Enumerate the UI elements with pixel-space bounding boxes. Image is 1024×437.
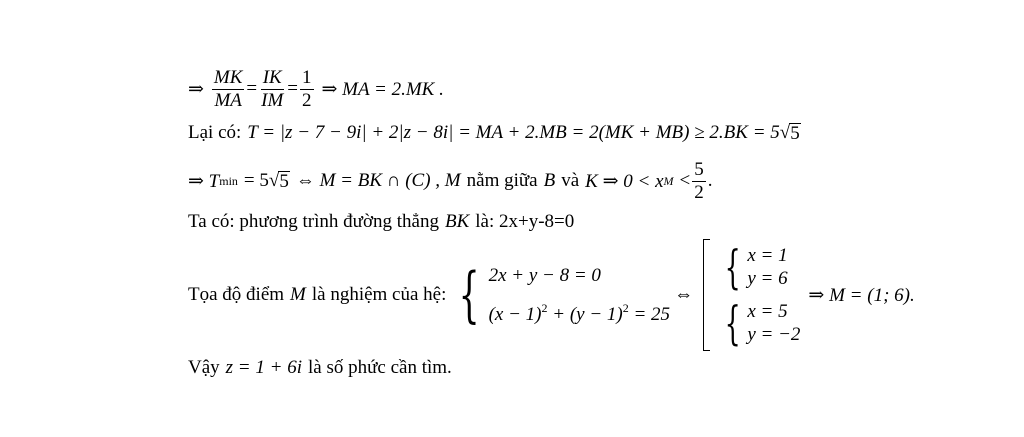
- math-expression: = 5: [243, 170, 269, 192]
- math-variable: B: [543, 170, 556, 192]
- math-expression: ⇔ M = BK ∩ (C) , M: [295, 170, 461, 192]
- math-variable: M: [290, 284, 306, 305]
- text-segment: nằm giữa: [466, 170, 538, 192]
- left-brace-icon: {: [458, 259, 480, 330]
- system-of-equations: [450, 259, 671, 330]
- fraction-numerator: 1: [302, 67, 312, 88]
- fraction-numerator: IK: [262, 67, 282, 88]
- fraction-denominator: 2: [302, 89, 312, 111]
- fraction-numerator: 5: [694, 159, 704, 180]
- period: .: [707, 170, 713, 192]
- math-expression: ⇒ T: [188, 170, 220, 192]
- less-than-symbol: <: [679, 170, 691, 192]
- solution-1: [718, 240, 800, 294]
- solution-value: y = −2: [747, 323, 801, 345]
- text-segment: Vậy: [188, 357, 220, 378]
- sqrt-radicand: 5: [279, 171, 289, 193]
- solution-value: y = 6: [747, 267, 788, 289]
- text-segment: là nghiệm của hệ:: [311, 284, 447, 305]
- left-brace-icon: {: [724, 240, 741, 294]
- subscript-m: M: [663, 173, 674, 188]
- text-line-bk: [188, 211, 574, 233]
- iff-symbol: ⇔: [674, 284, 694, 305]
- equals-symbol: =: [287, 78, 299, 100]
- fraction-numerator: MK: [213, 67, 243, 88]
- solution-value: x = 5: [747, 300, 788, 322]
- left-brace-icon: {: [724, 296, 741, 350]
- implies-symbol: ⇒: [188, 78, 204, 100]
- solution-value: x = 1: [747, 244, 788, 266]
- fraction-denominator: 2: [694, 181, 704, 203]
- text-segment: Ta có: phương trình đường thẳng: [188, 211, 439, 232]
- subscript-min: min: [219, 173, 238, 188]
- fraction-one-half: [300, 68, 314, 111]
- left-bracket-icon: [703, 239, 710, 351]
- solution-2: [718, 296, 801, 350]
- text-segment: là số phức cần tìm.: [307, 357, 452, 378]
- equation-system: [188, 237, 915, 353]
- math-expression: T = |z − 7 − 9i| + 2|z − 8i| = MA + 2.MB = 2(MK + MB) ≥ 2.BK = 5: [247, 122, 780, 143]
- math-variable: BK: [444, 211, 470, 232]
- text-segment: là: 2x+y-8=0: [475, 211, 575, 232]
- fraction-denominator: MA: [214, 89, 242, 111]
- system-equation: $(x - 1)^2 + (y - 1)^2 = 25$: [488, 300, 671, 325]
- equation-conclusion: ⇒ MA = 2.MK .: [321, 78, 444, 100]
- text-segment: Tọa độ điểm: [188, 284, 285, 305]
- fraction-five-half: [692, 160, 706, 203]
- sqrt-radicand: 5: [790, 123, 800, 144]
- fraction-ik-im: [259, 68, 285, 111]
- math-expression: K ⇒ 0 < x: [585, 170, 664, 192]
- equation-ratio: [188, 68, 444, 111]
- text-prefix: Lại có:: [188, 122, 242, 143]
- math-expression: z = 1 + 6i: [225, 357, 302, 378]
- text-conclusion: [188, 357, 452, 379]
- equals-symbol: =: [246, 78, 258, 100]
- equation-conclusion: ⇒ M = (1; 6).: [808, 284, 915, 306]
- equation-t-bound: Lại có: T = |z − 7 − 9i| + 2|z − 8i| = MA + 2.MB = 2(MK + MB) ≥ 2.BK = 5 √ 5: [188, 122, 800, 144]
- system-equation: 2x + y − 8 = 0: [488, 264, 601, 286]
- solution-set: [703, 239, 804, 351]
- fraction-mk-ma: [212, 68, 245, 111]
- text-segment: và: [561, 170, 580, 192]
- fraction-denominator: IM: [261, 89, 284, 111]
- equation-t-min: ⇒ T min = 5 √ 5 ⇔ M = BK ∩ (C) , M nằm giữa B và K ⇒ 0 < x M < $\frac{5}{2}$ .: [188, 159, 713, 203]
